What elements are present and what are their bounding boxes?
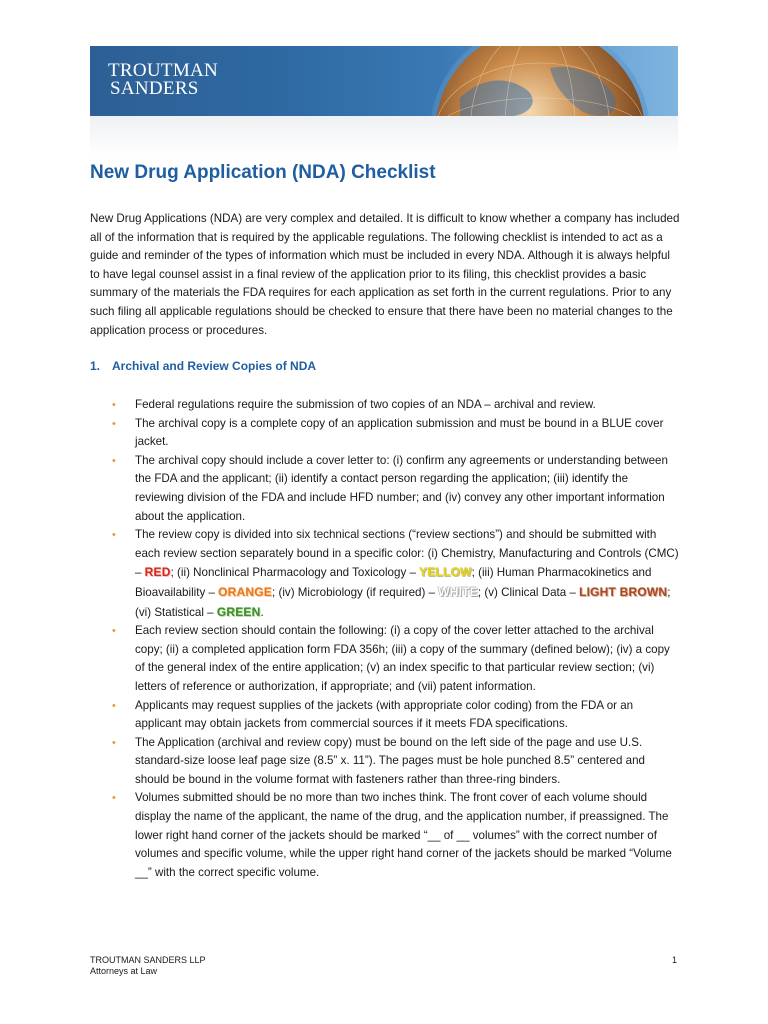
color-label-light-brown: LIGHT BROWN bbox=[579, 584, 668, 599]
color-label-orange: ORANGE bbox=[218, 584, 273, 599]
section-heading bbox=[90, 359, 316, 373]
list-item-text: The archival copy is a complete copy of an application submission and must be bound in a BLUE cover jacket. bbox=[135, 416, 664, 449]
bullet-icon: • bbox=[112, 454, 116, 467]
list-item bbox=[110, 622, 680, 696]
footer-firm bbox=[90, 955, 206, 977]
list-item-color-codes bbox=[110, 526, 680, 622]
bullet-icon: • bbox=[112, 792, 116, 805]
bullet-list bbox=[110, 396, 680, 882]
bullet-icon: • bbox=[112, 625, 116, 638]
section-title: Archival and Review Copies of NDA bbox=[112, 359, 317, 373]
color-text-6: ; (vi) Statistical – bbox=[135, 585, 671, 619]
list-item-text: The archival copy should include a cover letter to: (i) confirm any agreements or understanding between the FDA and the applicant; (ii) identify a contact person regarding the application; (iii) identify the reviewing division of the FDA and include HFD number; and (iv) convey any other important information about the application. bbox=[135, 453, 668, 523]
section-number: 1. bbox=[90, 359, 101, 373]
color-text-5: ; (v) Clinical Data – bbox=[477, 585, 580, 599]
bullet-icon: • bbox=[112, 399, 116, 411]
list-item bbox=[110, 452, 680, 526]
list-item bbox=[110, 396, 680, 415]
page-title: New Drug Application (NDA) Checklist bbox=[90, 162, 436, 183]
bullet-icon: • bbox=[112, 529, 116, 542]
list-item-text: The Application (archival and review copy) must be bound on the left side of the page and use U.S. standard-size loose leaf page size (8.5” x. 11”). The pages must be hole punched 8.5” centered and should be bound in the volume format with fasteners rather than three-ring binders. bbox=[135, 735, 646, 786]
logo-line-2: SANDERS bbox=[110, 78, 199, 99]
intro-paragraph: New Drug Applications (NDA) are very complex and detailed. It is difficult to know whether a company has included all of the information that is required by the applicable regulations. The following checklist is intended to act as a guide and reminder of the types of information which must be included in every NDA. Although it is always helpful to have legal counsel assist in a final review of the application prior to its filing, this checklist provides a basic summary of the materials the FDA requires for each application as set forth in the current regulations. Prior to any such filing all applicable regulations should be checked to ensure that there have been no material changes to the application process or procedures. bbox=[90, 212, 680, 337]
list-item bbox=[110, 415, 680, 452]
header-subband bbox=[90, 116, 678, 156]
bullet-icon: • bbox=[112, 417, 116, 430]
color-text-3: ; (iii) Human Pharmacokinetics and Bioavailability – bbox=[135, 566, 652, 599]
list-item-text: Each review section should contain the following: (i) a copy of the cover letter attached to the archival copy; (ii) a completed application form FDA 356h; (iii) a copy of the summary (defined below); (iv) a copy of the general index of the entire application; (v) an index specific to that particular review section; (vi) letters of reference or authorization, if appropriate; and (vii) patent information. bbox=[135, 624, 670, 693]
list-item-text: Volumes submitted should be no more than two inches think. The front cover of each volume should display the name of the applicant, the name of the drug, and the application number, if preassigned. The lower right hand corner of the jackets should be marked “__ of __ volumes” with the correct number of volumes and specific volume, while the upper right hand corner of the jackets should be marked “Volume __” with the correct specific volume. bbox=[135, 791, 672, 879]
page-number: 1 bbox=[672, 955, 678, 965]
logo-line-1: TROUTMAN bbox=[108, 60, 219, 81]
color-text-1: The review copy is divided into six technical sections (“review sections”) and should be submitted with each review section separately bound in a specific color: (i) Chemistry, Manufacturing and Controls (CMC) – bbox=[135, 528, 679, 580]
list-item-text: Federal regulations require the submission of two copies of an NDA – archival and review. bbox=[135, 398, 596, 411]
footer-tagline: Attorneys at Law bbox=[90, 966, 158, 976]
color-label-yellow: YELLOW bbox=[419, 565, 472, 580]
footer-firm-name: TROUTMAN SANDERS LLP bbox=[90, 955, 206, 965]
color-text-2: ; (ii) Nonclinical Pharmacology and Toxicology – bbox=[170, 566, 420, 580]
header-banner bbox=[90, 46, 678, 116]
firm-logo bbox=[108, 62, 218, 98]
bullet-icon: • bbox=[112, 699, 116, 712]
color-label-green: GREEN bbox=[216, 604, 261, 619]
list-item-text: Applicants may request supplies of the jackets (with appropriate color coding) from the FDA or an applicant may obtain jackets from commercial sources if it meets FDA specifications. bbox=[135, 698, 634, 731]
list-item bbox=[110, 734, 680, 790]
list-item bbox=[110, 789, 680, 882]
globe-icon bbox=[390, 46, 678, 116]
color-text-7: . bbox=[260, 605, 264, 619]
color-text-4: ; (iv) Microbiology (if required) – bbox=[272, 585, 439, 599]
list-item bbox=[110, 697, 680, 734]
color-label-white: WHITE bbox=[438, 584, 478, 599]
color-label-red: RED bbox=[144, 565, 171, 580]
bullet-icon: • bbox=[112, 736, 116, 749]
